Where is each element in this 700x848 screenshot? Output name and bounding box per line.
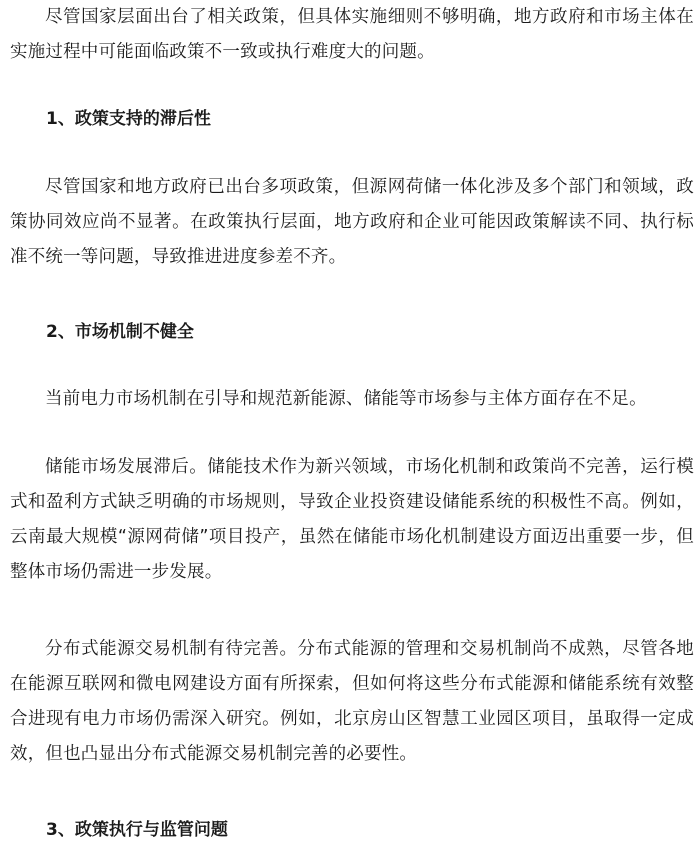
- paragraph-storage-market: 储能市场发展滞后。储能技术作为新兴领域，市场化机制和政策尚不完善，运行模式和盈利方式缺乏明确的市场规则，导致企业投资建设储能系统的积极性不高。例如，云南最大规模“源网荷储”项目投产，虽然在储能市场化机制建设方面迈出重要一步，但整体市场仍需进一步发展。: [10, 457, 694, 582]
- paragraph-intro: 尽管国家层面出台了相关政策，但具体实施细则不够明确，地方政府和市场主体在实施过程中可能面临政策不一致或执行难度大的问题。: [10, 7, 694, 62]
- section-heading-market-mechanism: 2、市场机制不健全: [46, 322, 194, 342]
- section-heading-policy-execution: 3、政策执行与监管问题: [46, 820, 228, 840]
- section-heading-policy-lag: 1、政策支持的滞后性: [46, 109, 211, 129]
- paragraph-distributed-trading: 分布式能源交易机制有待完善。分布式能源的管理和交易机制尚不成熟，尽管各地在能源互联网和微电网建设方面有所探索，但如何将这些分布式能源和储能系统有效整合进现有电力市场仍需深入研究。例如，北京房山区智慧工业园区项目，虽取得一定成效，但也凸显出分布式能源交易机制完善的必要性。: [10, 639, 694, 764]
- paragraph-market-intro: 当前电力市场机制在引导和规范新能源、储能等市场参与主体方面存在不足。: [45, 389, 647, 409]
- paragraph-policy-lag: 尽管国家和地方政府已出台多项政策，但源网荷储一体化涉及多个部门和领域，政策协同效应尚不显著。在政策执行层面，地方政府和企业可能因政策解读不同、执行标准不统一等问题，导致推进进度参差不齐。: [10, 177, 694, 267]
